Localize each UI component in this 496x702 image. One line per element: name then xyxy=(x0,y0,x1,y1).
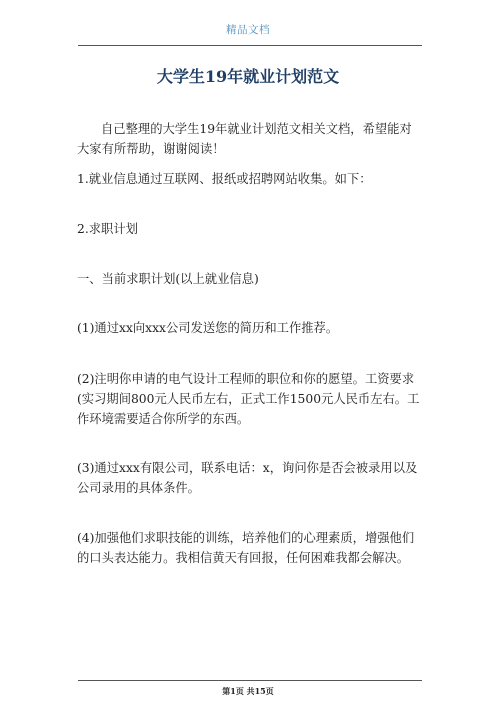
paragraph-1: 1.就业信息通过互联网、报纸或招聘网站收集。如下： xyxy=(77,172,372,186)
section-heading: 一、当前求职计划(以上就业信息) xyxy=(77,272,259,286)
intro-paragraph: 自己整理的大学生19年就业计划范文相关文档，希望能对大家有所帮助，谢谢阅读！ xyxy=(77,122,412,156)
list-item-4: (4)加强他们求职技能的训练，培养他们的心理素质，增强他们的口头表达能力。我相信黄天有回报，任何困难我都会解决。 xyxy=(77,531,415,565)
list-item-1: (1)通过xx向xxx公司发送您的简历和工作推荐。 xyxy=(77,321,339,335)
paragraph-2: 2.求职计划 xyxy=(77,222,138,236)
page-number-label: 第1页 共15页 xyxy=(222,686,274,696)
page-header-label: 精品文档 xyxy=(226,24,270,36)
list-item-2: (2)注明你申请的电气设计工程师的职位和你的愿望。工资要求(实习期间800元人民币左右，正式工作1500元人民币左右。工作环境需要适合你所学的东西。 xyxy=(77,372,420,426)
list-item-3: (3)通过xxx有限公司，联系电话：x，询问你是否会被录用以及公司录用的具体条件。 xyxy=(77,461,418,495)
footer-divider xyxy=(78,680,422,681)
document-title: 大学生19年就业计划范文 xyxy=(156,67,340,86)
header-divider xyxy=(78,45,422,46)
